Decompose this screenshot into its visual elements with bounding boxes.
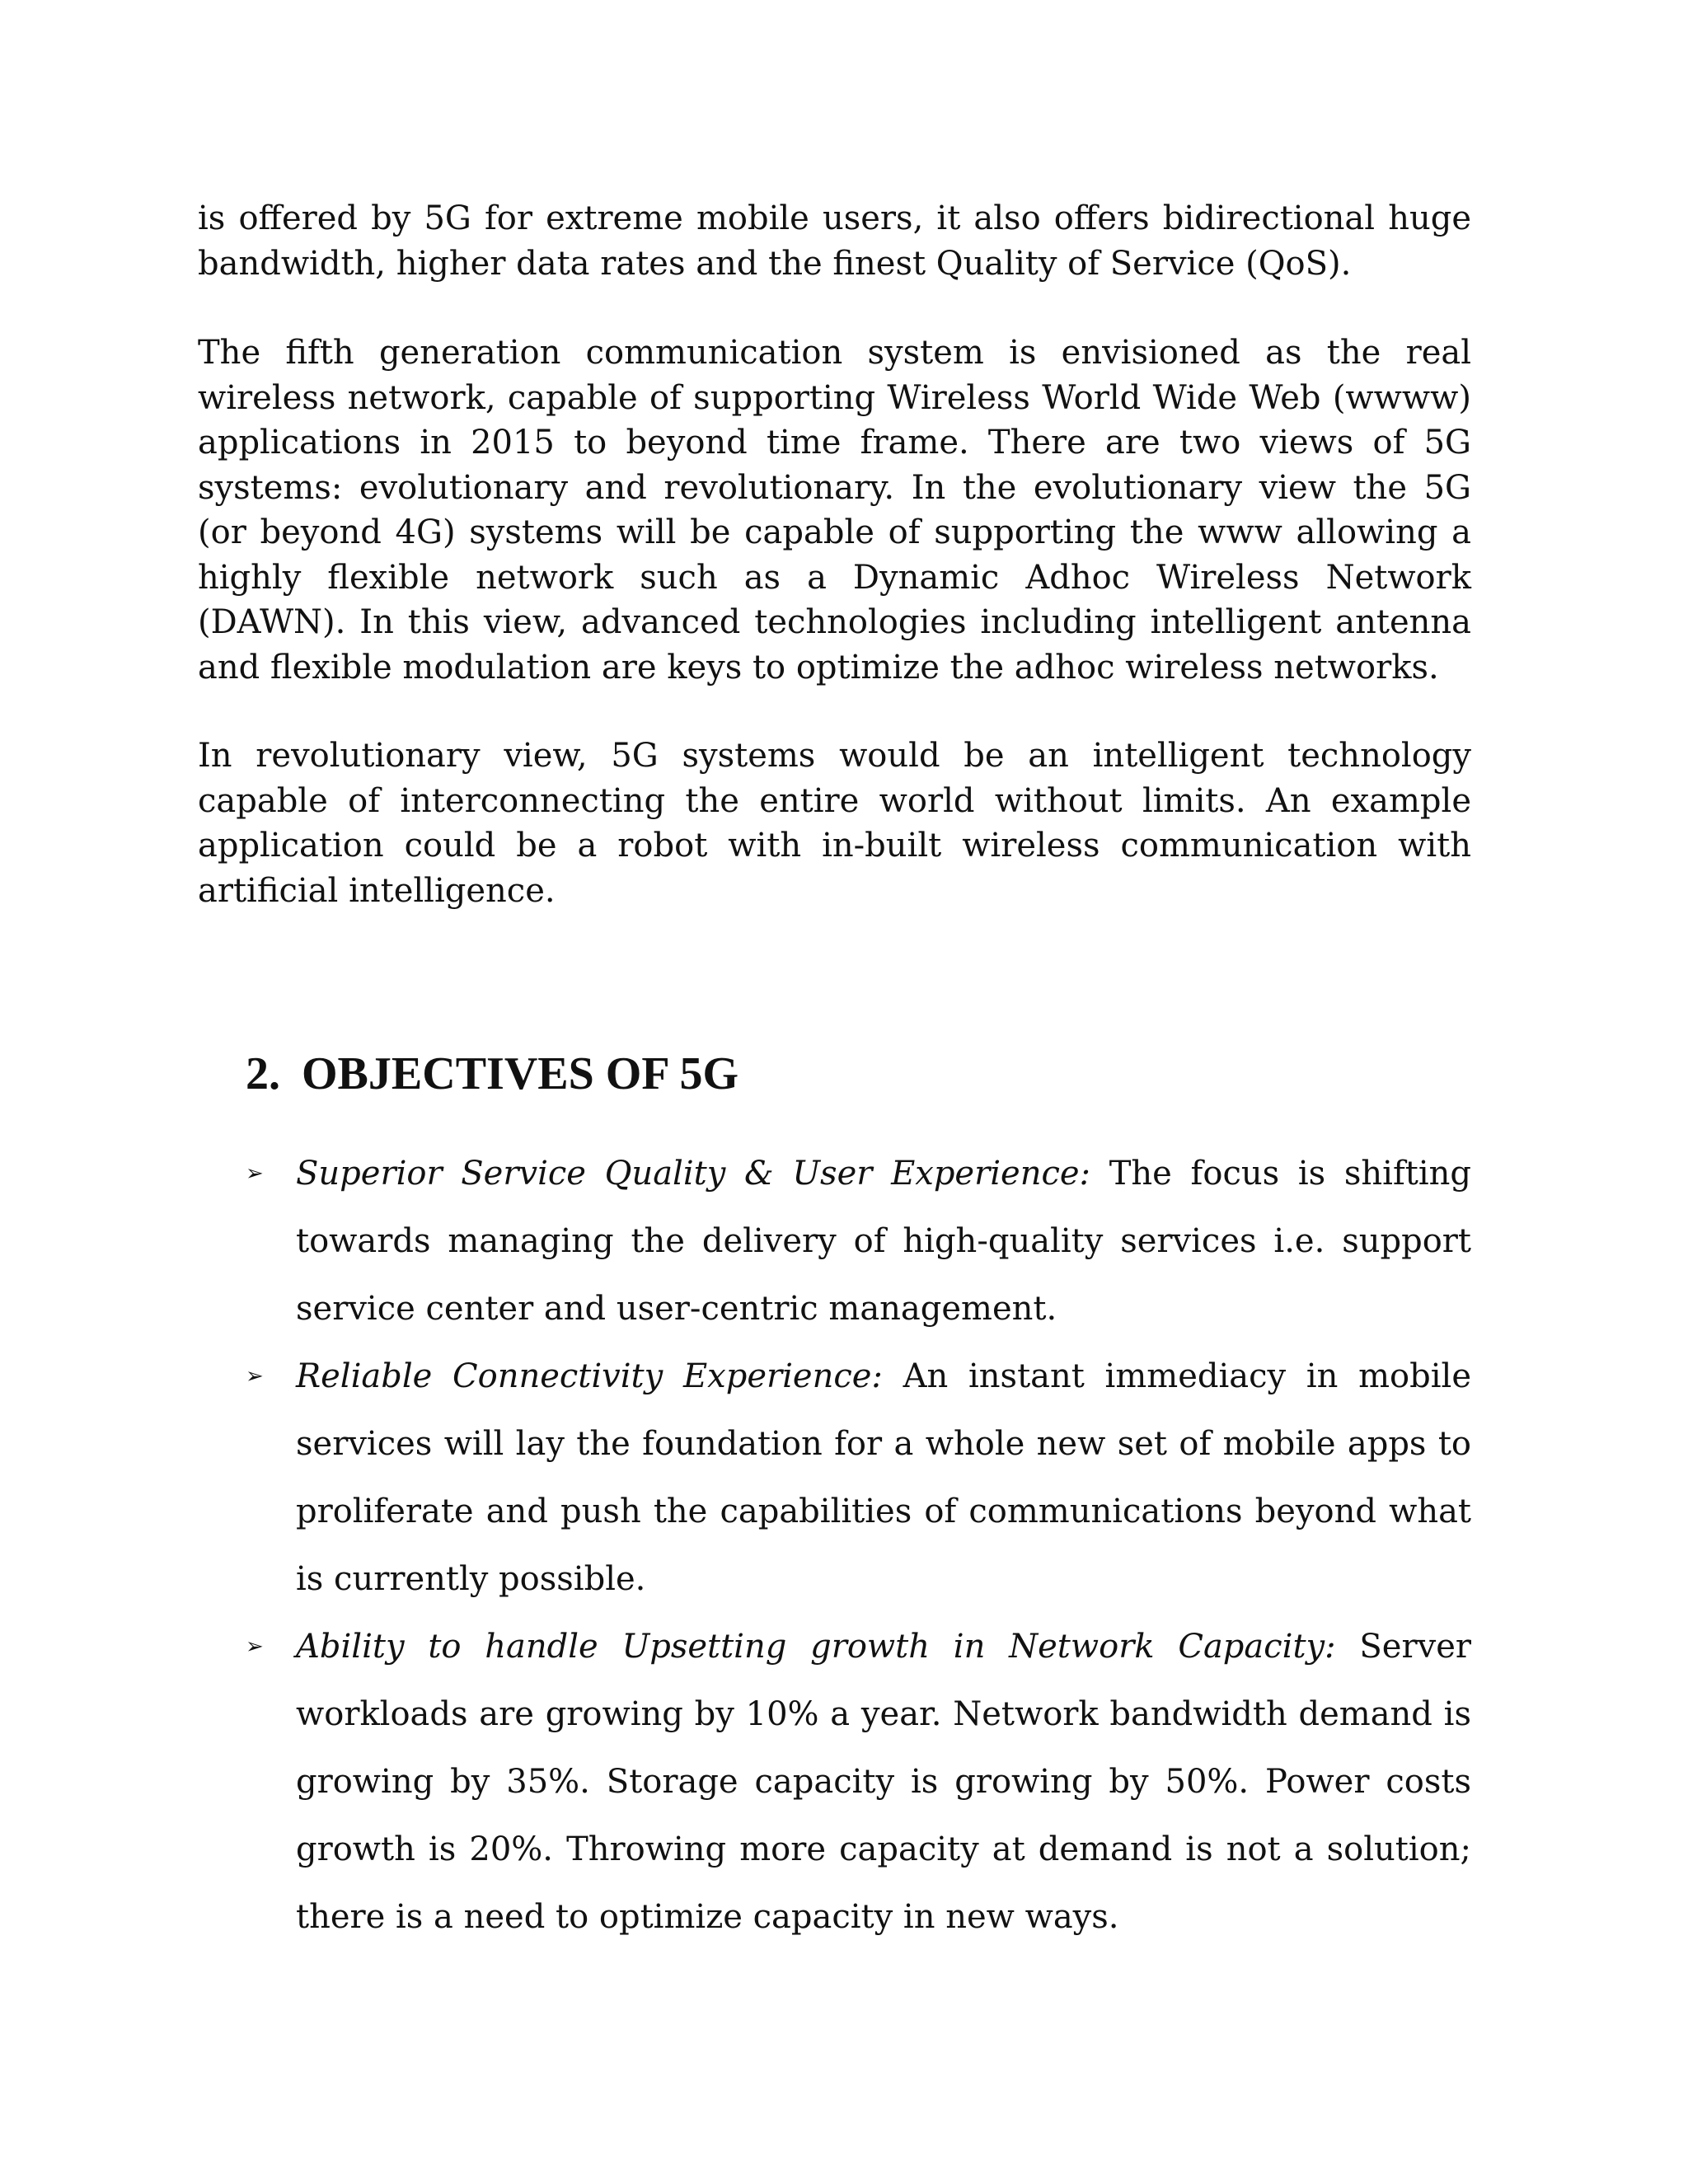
bullet-text: Server workloads are growing by 10% a year. Network bandwidth demand is growing by 35%. Storage capacity is growing by 50%. Power costs growth is 20%. Throwing more capacity at demand is not a solution; there is a need to optimize capacity in new ways. xyxy=(296,1628,1471,1936)
objectives-list xyxy=(246,1140,1471,1951)
paragraph-revolutionary-view: In revolutionary view, 5G systems would be an intelligent technology capable of interconnecting the entire world without limits. An example application could be a robot with in-built wireless communication with artificial intelligence. xyxy=(198,737,1471,910)
section-number: 2. xyxy=(246,1048,280,1099)
section-title: OBJECTIVES OF 5G xyxy=(302,1048,739,1099)
paragraph-fifth-generation: The fifth generation communication system is envisioned as the real wireless network, capable of supporting Wireless World Wide Web (wwww) applications in 2015 to beyond time frame. There are two views of 5G systems: evolutionary and revolutionary. In the evolutionary view the 5G (or beyond 4G) systems will be capable of supporting the www allowing a highly flexible network such as a Dynamic Adhoc Wireless Network (DAWN). In this view, advanced technologies including intelligent antenna and flexible modulation are keys to optimize the adhoc wireless networks. xyxy=(198,334,1471,687)
list-item xyxy=(246,1613,1471,1951)
arrowhead-bullet-icon: ➢ xyxy=(246,1364,264,1389)
bullet-term: Superior Service Quality & User Experience: xyxy=(296,1155,1091,1193)
section-heading xyxy=(246,1045,738,1103)
bullet-term: Reliable Connectivity Experience: xyxy=(296,1357,883,1395)
list-item xyxy=(246,1343,1471,1613)
list-item xyxy=(246,1140,1471,1343)
bullet-term: Ability to handle Upsetting growth in Network Capacity: xyxy=(296,1628,1336,1666)
bullet-text: The focus is shifting towards managing the delivery of high-quality services i.e. support service center and user-centric management. xyxy=(296,1155,1471,1328)
arrowhead-bullet-icon: ➢ xyxy=(246,1634,264,1659)
arrowhead-bullet-icon: ➢ xyxy=(246,1161,264,1186)
bullet-text: An instant immediacy in mobile services will lay the foundation for a whole new set of mobile apps to proliferate and push the capabilities of communications beyond what is currently possible. xyxy=(296,1357,1471,1598)
paragraph-qos-continuation: is offered by 5G for extreme mobile users, it also offers bidirectional huge bandwidth, higher data rates and the finest Quality of Service (QoS). xyxy=(198,199,1471,283)
